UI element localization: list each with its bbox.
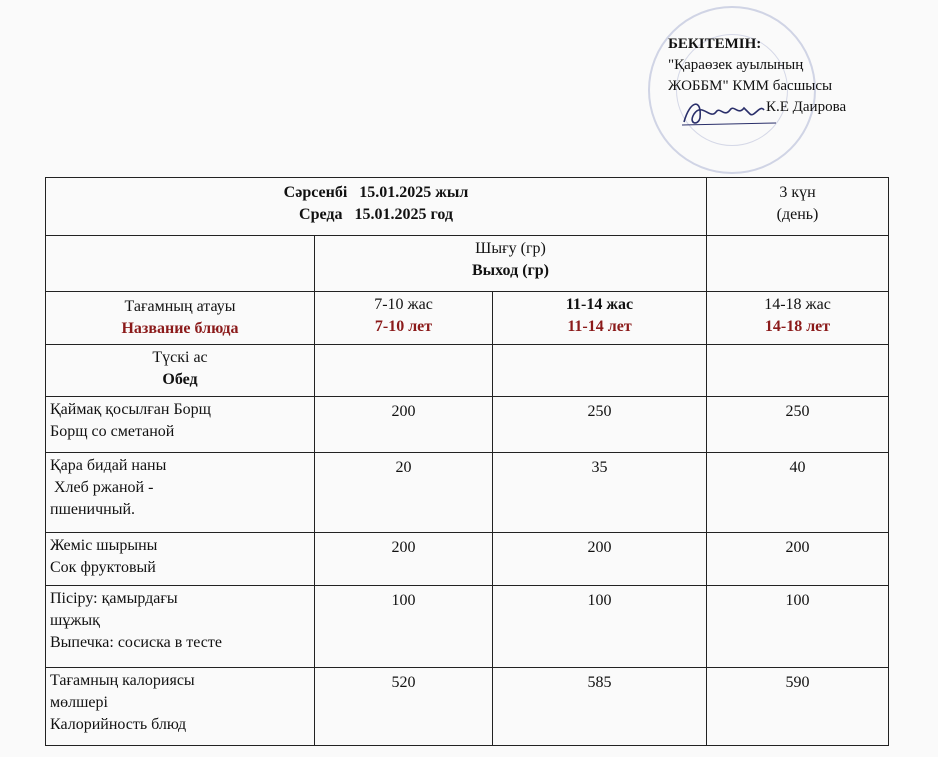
approval-block — [668, 34, 908, 118]
table-row — [46, 397, 889, 453]
table-row — [46, 453, 889, 533]
value-age-11-14: 35 — [493, 453, 707, 533]
value-age-11-14: 200 — [493, 533, 707, 586]
dish-line: Қара бидай наны — [50, 457, 167, 474]
dish-line: Қаймақ қосылған Борщ — [50, 401, 211, 418]
age-group-3-header — [707, 292, 889, 345]
dish-line: пшеничный. — [50, 501, 136, 518]
empty-cell — [315, 345, 493, 397]
dish-line: Сок фруктовый — [50, 559, 156, 576]
value-age-7-10: 200 — [315, 533, 493, 586]
dish-line: Калорийность блюд — [50, 716, 187, 733]
dish-name — [46, 668, 315, 746]
date-ru: 15.01.2025 год — [354, 206, 453, 223]
dish-line: Тағамның калориясы — [50, 672, 195, 689]
output-kz: Шығу (гр) — [475, 240, 546, 257]
value-age-11-14: 250 — [493, 397, 707, 453]
table-row — [46, 586, 889, 668]
value-age-14-18: 40 — [707, 453, 889, 533]
value-age-7-10: 20 — [315, 453, 493, 533]
value-age-11-14: 100 — [493, 586, 707, 668]
age-group-1-header — [315, 292, 493, 345]
dish-line: Хлеб ржаной - — [50, 479, 154, 496]
dish-line: шұжық — [50, 612, 100, 629]
date-row — [46, 178, 889, 236]
age-group-3-kz: 14-18 жас — [764, 296, 831, 313]
dish-line: Борщ со сметаной — [50, 423, 175, 440]
value-age-7-10: 100 — [315, 586, 493, 668]
empty-cell — [707, 345, 889, 397]
table-row — [46, 668, 889, 746]
dish-line: Пісіру: қамырдағы — [50, 590, 178, 607]
age-group-1-kz: 7-10 жас — [374, 296, 433, 313]
day-number: 3 күн — [779, 184, 816, 201]
output-ru: Выход (гр) — [472, 262, 550, 279]
meal-cell — [46, 345, 315, 397]
table-row — [46, 533, 889, 586]
age-group-2-kz: 11-14 жас — [565, 296, 634, 313]
date-kz: 15.01.2025 жыл — [359, 184, 469, 201]
value-age-14-18: 100 — [707, 586, 889, 668]
age-group-3-ru: 14-18 лет — [764, 318, 831, 335]
value-age-11-14: 585 — [493, 668, 707, 746]
day-number-cell — [707, 178, 889, 236]
empty-cell — [493, 345, 707, 397]
value-age-14-18: 200 — [707, 533, 889, 586]
dish-name-header — [46, 292, 315, 345]
date-cell — [46, 178, 707, 236]
approval-signer: К.Е Даирова — [766, 99, 847, 115]
dish-name — [46, 453, 315, 533]
value-age-7-10: 520 — [315, 668, 493, 746]
column-header-row — [46, 292, 889, 345]
dish-line: Жеміс шырыны — [50, 537, 158, 554]
dish-name — [46, 397, 315, 453]
day-ru: Среда — [299, 206, 343, 223]
value-age-7-10: 200 — [315, 397, 493, 453]
age-group-2-ru: 11-14 лет — [567, 318, 632, 335]
meal-ru: Обед — [162, 371, 198, 388]
age-group-1-ru: 7-10 лет — [374, 318, 433, 335]
day-kz: Сәрсенбі — [283, 184, 348, 201]
approval-org-line2: ЖОББМ" КММ басшысы — [668, 78, 833, 94]
meal-row — [46, 345, 889, 397]
empty-cell — [46, 236, 315, 292]
dish-line: Выпечка: сосиска в тесте — [50, 634, 222, 651]
meal-kz: Түскі ас — [152, 349, 208, 366]
approval-org-line1: "Қараөзек ауылының — [668, 57, 804, 73]
output-row — [46, 236, 889, 292]
age-group-2-header — [493, 292, 707, 345]
dish-name-header-kz: Тағамның атауы — [124, 298, 236, 315]
value-age-14-18: 250 — [707, 397, 889, 453]
dish-line: мөлшері — [50, 694, 108, 711]
day-number-ru: (день) — [776, 206, 819, 223]
dish-name-header-ru: Название блюда — [121, 320, 239, 337]
empty-cell — [707, 236, 889, 292]
value-age-14-18: 590 — [707, 668, 889, 746]
menu-table — [45, 177, 889, 746]
dish-name — [46, 533, 315, 586]
approval-title: БЕКІТЕМІН: — [668, 36, 762, 52]
output-cell — [315, 236, 707, 292]
dish-name — [46, 586, 315, 668]
